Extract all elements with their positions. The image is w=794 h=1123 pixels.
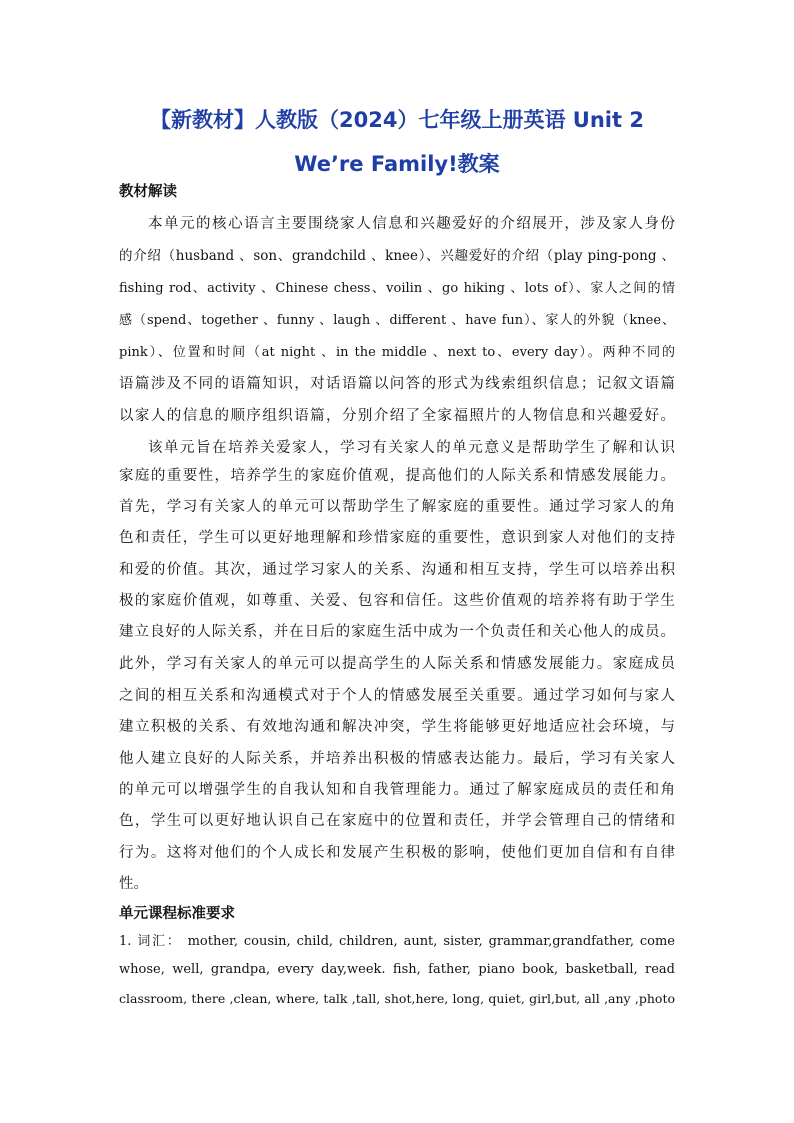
- paragraph-2-line: 行为。这将对他们的个人成长和发展产生积极的影响，使他们更加自信和有自律: [119, 845, 675, 861]
- section-heading-textbook-analysis: 教材解读: [119, 184, 177, 200]
- paragraph-1-line: 感（spend、together 、funny 、laugh 、different 、have fun）、家人的外貌（knee、: [119, 313, 675, 328]
- paragraph-1-line: 的介绍（husband 、son、grandchild 、knee）、兴趣爱好的介绍（play ping-pong 、: [119, 248, 675, 264]
- vocabulary-line: classroom, there ,clean, where, talk ,tall, shot,here, long, quiet, girl,but, all ,any ,photo: [119, 991, 675, 1006]
- paragraph-1-line: fishing rod、activity 、Chinese chess、voilin 、go hiking 、lots of）、家人之间的情: [119, 281, 675, 296]
- paragraph-2-line: 此外，学习有关家人的单元可以提高学生的人际关系和情感发展能力。家庭成员: [119, 656, 675, 672]
- paragraph-2-line: 色和责任，学生可以更好地理解和珍惜家庭的重要性，意识到家人对他们的支持: [119, 530, 675, 546]
- paragraph-2-line: 他人建立良好的人际关系，并培养出积极的情感表达能力。最后，学习有关家人: [119, 751, 675, 767]
- vocabulary-line: whose, well, grandpa, every day,week. fish, father, piano book, basketball, read: [119, 962, 675, 977]
- paragraph-2-line: 色，学生可以更好地认识自己在家庭中的位置和责任，并学会管理自己的情绪和: [119, 813, 675, 829]
- paragraph-2-line: 的单元可以增强学生的自我认知和自我管理能力。通过了解家庭成员的责任和角: [119, 782, 675, 798]
- paragraph-1-line: pink）、位置和时间（at night 、in the middle 、next to、every day）。两种不同的: [119, 345, 675, 360]
- vocabulary-line: 1. 词汇： mother, cousin, child, children, aunt, sister, grammar,grandfather, come: [119, 934, 675, 949]
- paragraph-2-line: 极的家庭价值观，如尊重、关爱、包容和信任。这些价值观的培养将有助于学生: [119, 593, 675, 609]
- paragraph-2-line: 建立积极的关系、有效地沟通和解决冲突，学生将能够更好地适应社会环境，与: [119, 719, 675, 735]
- paragraph-2-line: 和爱的价值。其次，通过学习家人的关系、沟通和相互支持，学生可以培养出积: [119, 562, 675, 578]
- paragraph-2-line: 首先，学习有关家人的单元可以帮助学生了解家庭的重要性。通过学习家人的角: [119, 499, 675, 515]
- paragraph-2-line: 家庭的重要性，培养学生的家庭价值观，提高他们的人际关系和情感发展能力。: [119, 468, 675, 484]
- paragraph-2-line: 建立良好的人际关系，并在日后的家庭生活中成为一个负责任和关心他人的成员。: [119, 624, 675, 640]
- paragraph-1-line: 以家人的信息的顺序组织语篇，分别介绍了全家福照片的人物信息和兴趣爱好。: [119, 408, 675, 424]
- section-heading-curriculum-standards: 单元课程标准要求: [119, 906, 235, 922]
- document-title-line-2: We’re Family!教案: [294, 152, 500, 176]
- document-title-line-1: 【新教材】人教版（2024）七年级上册英语 Unit 2: [150, 108, 644, 132]
- paragraph-1-line: 语篇涉及不同的语篇知识，对话语篇以问答的形式为线索组织信息；记叙文语篇: [119, 376, 675, 392]
- paragraph-1-line: 本单元的核心语言主要围绕家人信息和兴趣爱好的介绍展开，涉及家人身份: [148, 216, 675, 232]
- paragraph-2-line: 性。: [119, 876, 148, 892]
- paragraph-2-line: 该单元旨在培养关爱家人，学习有关家人的单元意义是帮助学生了解和认识: [148, 440, 675, 456]
- paragraph-2-line: 之间的相互关系和沟通模式对于个人的情感发展至关重要。通过学习如何与家人: [119, 688, 675, 704]
